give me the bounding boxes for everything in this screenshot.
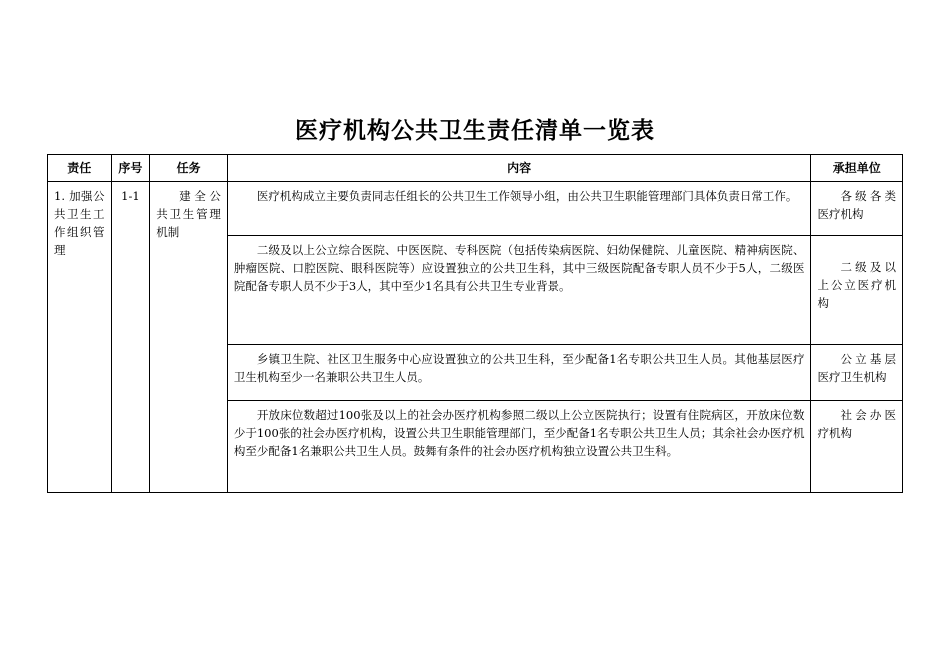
header-task: 任务 xyxy=(150,155,228,182)
content-cell: 乡镇卫生院、社区卫生服务中心应设置独立的公共卫生科，至少配备1名专职公共卫生人员。其他基层医疗卫生机构至少一名兼职公共卫生人员。 xyxy=(227,345,811,401)
table-header-row xyxy=(48,155,903,182)
content-cell: 医疗机构成立主要负责同志任组长的公共卫生工作领导小组，由公共卫生职能管理部门具体负责日常工作。 xyxy=(227,182,811,236)
unit-cell: 公立基层医疗卫生机构 xyxy=(811,345,903,401)
header-unit: 承担单位 xyxy=(811,155,903,182)
table-row xyxy=(48,182,903,236)
responsibility-table xyxy=(47,154,903,493)
number-cell: 1-1 xyxy=(111,182,150,493)
unit-cell: 社会办医疗机构 xyxy=(811,401,903,493)
header-number: 序号 xyxy=(111,155,150,182)
unit-cell: 各级各类医疗机构 xyxy=(811,182,903,236)
page-title: 医疗机构公共卫生责任清单一览表 xyxy=(295,118,655,144)
header-responsibility: 责任 xyxy=(48,155,112,182)
content-cell: 二级及以上公立综合医院、中医医院、专科医院（包括传染病医院、妇幼保健院、儿童医院、精神病医院、肿瘤医院、口腔医院、眼科医院等）应设置独立的公共卫生科，其中三级医院配备专职人员不少于5人，二级医院配备专职人员不少于3人，其中至少1名具有公共卫生专业背景。 xyxy=(227,236,811,345)
task-cell: 建全公共卫生管理机制 xyxy=(150,182,228,493)
responsibility-cell: 1. 加强公共卫生工作组织管理 xyxy=(48,182,112,493)
content-cell: 开放床位数超过100张及以上的社会办医疗机构参照二级以上公立医院执行；设置有住院病区，开放床位数少于100张的社会办医疗机构，设置公共卫生职能管理部门，至少配备1名专职公共卫生人员；其余社会办医疗机构至少配备1名兼职公共卫生人员。鼓舞有条件的社会办医疗机构独立设置公共卫生科。 xyxy=(227,401,811,493)
unit-cell: 二级及以上公立医疗机构 xyxy=(811,236,903,345)
header-content: 内容 xyxy=(227,155,811,182)
